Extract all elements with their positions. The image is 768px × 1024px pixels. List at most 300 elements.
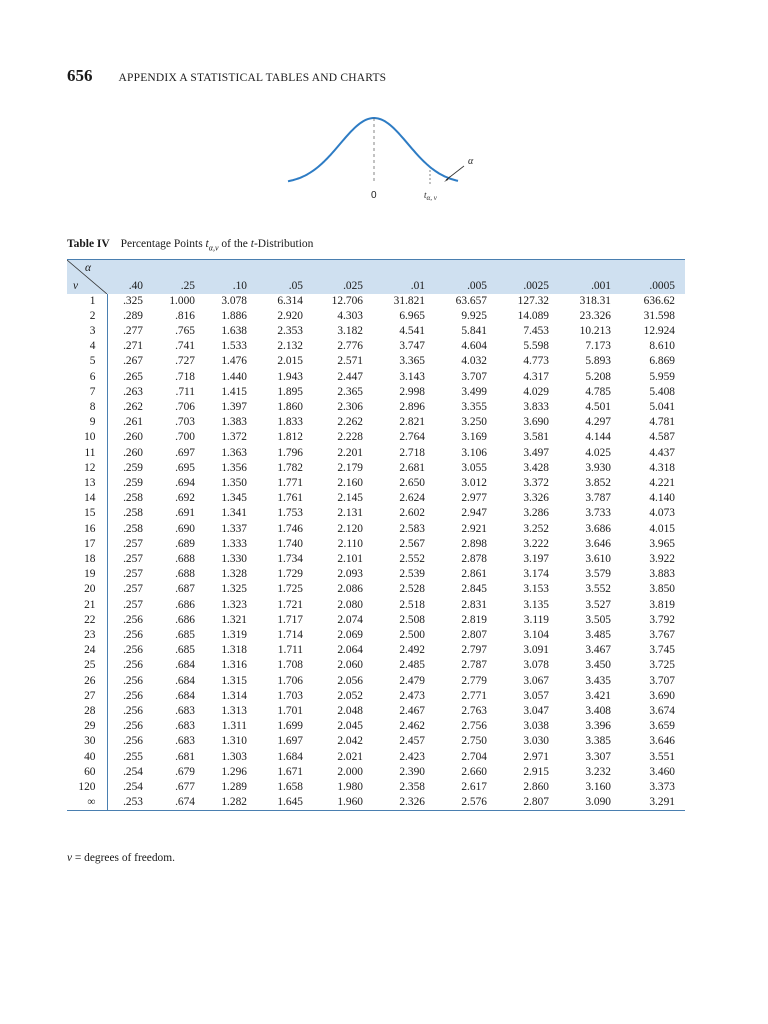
value-cell: 4.015 (649, 522, 675, 535)
value-cell: 1.796 (277, 446, 303, 459)
value-cell: .256 (123, 628, 143, 641)
value-cell: 6.869 (649, 355, 675, 368)
table-row (67, 385, 685, 400)
value-cell: 2.571 (337, 355, 363, 368)
corner-alpha: α (85, 262, 91, 274)
value-cell: 1.372 (221, 431, 247, 444)
value-cell: .271 (123, 340, 143, 353)
table-row (67, 780, 685, 795)
footnote (67, 852, 175, 864)
value-cell: 1.282 (221, 796, 247, 809)
value-cell: 1.708 (277, 659, 303, 672)
value-cell: 2.056 (337, 674, 363, 687)
value-cell: 1.303 (221, 750, 247, 763)
value-cell: 2.624 (399, 492, 425, 505)
value-cell: .695 (175, 461, 195, 474)
caption-t-italic: t (250, 238, 254, 250)
dof-cell: 120 (67, 780, 107, 795)
table-row (67, 491, 685, 506)
value-cell: 2.093 (337, 568, 363, 581)
table-row (67, 324, 685, 339)
value-cell: 3.291 (649, 796, 675, 809)
value-cell: 1.318 (221, 644, 247, 657)
value-cell: 2.845 (461, 583, 487, 596)
value-cell: 2.776 (337, 340, 363, 353)
value-cell: 4.025 (585, 446, 611, 459)
value-cell: 1.325 (221, 583, 247, 596)
value-cell: 3.365 (399, 355, 425, 368)
dof-cell: 40 (67, 750, 107, 765)
value-cell: 1.960 (337, 796, 363, 809)
value-cell: 3.067 (523, 674, 549, 687)
value-cell: 3.119 (523, 613, 549, 626)
value-cell: 3.747 (399, 340, 425, 353)
value-cell: .262 (123, 400, 143, 413)
table-row (67, 430, 685, 445)
value-cell: 2.179 (337, 461, 363, 474)
value-cell: 4.604 (461, 340, 487, 353)
value-cell: 2.462 (399, 720, 425, 733)
value-cell: .741 (175, 340, 195, 353)
value-cell: 12.924 (643, 324, 675, 337)
value-cell: 1.476 (221, 355, 247, 368)
value-cell: 2.042 (337, 735, 363, 748)
dof-cell: 4 (67, 339, 107, 354)
value-cell: 3.922 (649, 552, 675, 565)
value-cell: 3.659 (649, 720, 675, 733)
value-cell: 3.497 (523, 446, 549, 459)
corner-nu: ν (73, 279, 79, 292)
value-cell: .691 (175, 507, 195, 520)
value-cell: .694 (175, 476, 195, 489)
column-header: .05 (288, 279, 303, 292)
value-cell: 4.781 (649, 416, 675, 429)
value-cell: .683 (175, 704, 195, 717)
value-cell: 2.131 (337, 507, 363, 520)
dof-cell: 11 (67, 446, 107, 461)
value-cell: .711 (175, 385, 195, 398)
value-cell: 4.501 (585, 400, 611, 413)
table-row (67, 613, 685, 628)
dof-cell: 25 (67, 658, 107, 673)
value-cell: 2.750 (461, 735, 487, 748)
column-header: .40 (128, 279, 143, 292)
value-cell: 4.297 (585, 416, 611, 429)
value-cell: 1.533 (221, 340, 247, 353)
value-cell: 1.729 (277, 568, 303, 581)
value-cell: 3.169 (461, 431, 487, 444)
caption-text-after: -Distribution (253, 238, 314, 250)
dof-cell: 28 (67, 704, 107, 719)
dof-cell: 22 (67, 613, 107, 628)
value-cell: 4.303 (337, 309, 363, 322)
value-cell: .289 (123, 309, 143, 322)
table-row (67, 415, 685, 430)
value-cell: 2.479 (399, 674, 425, 687)
value-cell: 2.718 (399, 446, 425, 459)
dof-cell: 3 (67, 324, 107, 339)
caption-t-subscript: α,ν (208, 243, 219, 253)
critical-t-label: $t_{\alpha, \nu}$ (424, 190, 437, 202)
value-cell: 1.860 (277, 400, 303, 413)
column-header: .01 (410, 279, 425, 292)
dof-cell: 17 (67, 537, 107, 552)
value-cell: .256 (123, 689, 143, 702)
table-row (67, 552, 685, 567)
value-cell: 5.893 (585, 355, 611, 368)
table-row (67, 461, 685, 476)
value-cell: 3.091 (523, 644, 549, 657)
value-cell: 2.492 (399, 644, 425, 657)
value-cell: 4.221 (649, 476, 675, 489)
value-cell: .727 (175, 355, 195, 368)
value-cell: .257 (123, 537, 143, 550)
value-cell: .692 (175, 492, 195, 505)
value-cell: 1.734 (277, 552, 303, 565)
table-row (67, 446, 685, 461)
value-cell: .685 (175, 628, 195, 641)
value-cell: 2.358 (399, 781, 425, 793)
value-cell: 3.646 (649, 735, 675, 748)
value-cell: 4.773 (523, 355, 549, 368)
value-cell: 2.518 (399, 598, 425, 611)
value-cell: 7.453 (523, 324, 549, 337)
value-cell: 63.657 (455, 294, 487, 307)
value-cell: 1.323 (221, 598, 247, 611)
dof-cell: 21 (67, 598, 107, 613)
value-cell: 2.086 (337, 583, 363, 596)
running-head: APPENDIX A STATISTICAL TABLES AND CHARTS (118, 72, 387, 84)
value-cell: 2.060 (337, 659, 363, 672)
value-cell: 3.174 (523, 568, 549, 581)
value-cell: 3.767 (649, 628, 675, 641)
value-cell: 2.650 (399, 476, 425, 489)
table-row (67, 704, 685, 719)
table-caption (67, 238, 313, 252)
table-row (67, 795, 685, 811)
value-cell: 1.711 (277, 644, 303, 657)
value-cell: 2.306 (337, 400, 363, 413)
value-cell: 1.895 (277, 385, 303, 398)
column-header: .001 (591, 279, 611, 292)
value-cell: .685 (175, 644, 195, 657)
value-cell: .684 (175, 659, 195, 672)
value-cell: 3.450 (585, 659, 611, 672)
value-cell: 1.833 (277, 416, 303, 429)
value-cell: 1.699 (277, 720, 303, 733)
value-cell: .260 (123, 431, 143, 444)
value-cell: 4.032 (461, 355, 487, 368)
value-cell: 2.015 (277, 355, 303, 368)
value-cell: 3.160 (585, 781, 611, 793)
value-cell: 1.350 (221, 476, 247, 489)
value-cell: 5.208 (585, 370, 611, 383)
value-cell: 3.143 (399, 370, 425, 383)
value-cell: .700 (175, 431, 195, 444)
value-cell: 3.232 (585, 765, 611, 778)
value-cell: 3.460 (649, 765, 675, 778)
dof-cell: 6 (67, 370, 107, 385)
value-cell: 3.435 (585, 674, 611, 687)
value-cell: 1.341 (221, 507, 247, 520)
value-cell: 2.763 (461, 704, 487, 717)
value-cell: 1.812 (277, 431, 303, 444)
value-cell: .257 (123, 598, 143, 611)
value-cell: 2.878 (461, 552, 487, 565)
value-cell: 1.363 (221, 446, 247, 459)
value-cell: .688 (175, 552, 195, 565)
value-cell: 3.286 (523, 507, 549, 520)
value-cell: 2.457 (399, 735, 425, 748)
value-cell: 2.660 (461, 765, 487, 778)
value-cell: 4.029 (523, 385, 549, 398)
value-cell: 1.740 (277, 537, 303, 550)
dof-cell: 13 (67, 476, 107, 491)
value-cell: 2.201 (337, 446, 363, 459)
value-cell: 2.552 (399, 552, 425, 565)
table-row (67, 734, 685, 749)
value-cell: 1.440 (221, 370, 247, 383)
dof-cell: ∞ (67, 795, 107, 811)
value-cell: 1.319 (221, 628, 247, 641)
value-cell: 1.313 (221, 704, 247, 717)
value-cell: 1.714 (277, 628, 303, 641)
value-cell: 3.047 (523, 704, 549, 717)
value-cell: 2.787 (461, 659, 487, 672)
value-cell: 3.707 (649, 674, 675, 687)
value-cell: 1.886 (221, 309, 247, 322)
value-cell: 8.610 (649, 340, 675, 353)
value-cell: 2.821 (399, 416, 425, 429)
t-distribution-table (67, 259, 685, 811)
value-cell: 2.779 (461, 674, 487, 687)
value-cell: 3.372 (523, 476, 549, 489)
value-cell: .681 (175, 750, 195, 763)
value-cell: 1.771 (277, 476, 303, 489)
value-cell: .258 (123, 507, 143, 520)
value-cell: 31.598 (643, 309, 675, 322)
value-cell: .265 (123, 370, 143, 383)
value-cell: 1.310 (221, 735, 247, 748)
table-row (67, 582, 685, 597)
column-header: .10 (232, 279, 247, 292)
value-cell: 1.314 (221, 689, 247, 702)
value-cell: 3.057 (523, 689, 549, 702)
value-cell: .254 (123, 781, 143, 793)
value-cell: 2.807 (461, 628, 487, 641)
value-cell: .256 (123, 659, 143, 672)
value-cell: 3.686 (585, 522, 611, 535)
value-cell: 7.173 (585, 340, 611, 353)
dof-cell: 14 (67, 491, 107, 506)
value-cell: 2.262 (337, 416, 363, 429)
value-cell: 3.385 (585, 735, 611, 748)
value-cell: 2.120 (337, 522, 363, 535)
value-cell: 2.807 (523, 796, 549, 809)
zero-label: 0 (371, 190, 377, 201)
value-cell: 3.055 (461, 461, 487, 474)
value-cell: 3.499 (461, 385, 487, 398)
value-cell: 4.785 (585, 385, 611, 398)
table-row (67, 400, 685, 415)
value-cell: 5.841 (461, 324, 487, 337)
value-cell: 1.415 (221, 385, 247, 398)
dof-cell: 23 (67, 628, 107, 643)
value-cell: 3.819 (649, 598, 675, 611)
value-cell: 2.326 (399, 796, 425, 809)
dof-cell: 7 (67, 385, 107, 400)
dof-cell: 26 (67, 674, 107, 689)
caption-t-symbol: t (205, 238, 209, 250)
value-cell: 2.567 (399, 537, 425, 550)
value-cell: 2.977 (461, 492, 487, 505)
value-cell: 2.080 (337, 598, 363, 611)
value-cell: 1.311 (221, 720, 247, 733)
value-cell: .259 (123, 461, 143, 474)
value-cell: 3.428 (523, 461, 549, 474)
value-cell: 2.831 (461, 598, 487, 611)
corner-cell (67, 260, 107, 294)
caption-text: Percentage Points (120, 238, 206, 250)
value-cell: 6.314 (277, 294, 303, 307)
value-cell: 2.528 (399, 583, 425, 596)
value-cell: 3.965 (649, 537, 675, 550)
dof-cell: 19 (67, 567, 107, 582)
value-cell: 1.980 (337, 781, 363, 793)
column-header: .005 (467, 279, 487, 292)
value-cell: 4.587 (649, 431, 675, 444)
value-cell: .679 (175, 765, 195, 778)
table-row (67, 628, 685, 643)
value-cell: 3.527 (585, 598, 611, 611)
value-cell: 2.861 (461, 568, 487, 581)
value-cell: 3.012 (461, 476, 487, 489)
table-row (67, 294, 685, 309)
value-cell: 318.31 (579, 294, 611, 307)
value-cell: 1.753 (277, 507, 303, 520)
value-cell: 2.971 (523, 750, 549, 763)
value-cell: .686 (175, 613, 195, 626)
dof-cell: 27 (67, 689, 107, 704)
table-row (67, 598, 685, 613)
value-cell: 1.703 (277, 689, 303, 702)
value-cell: 1.321 (221, 613, 247, 626)
value-cell: 2.467 (399, 704, 425, 717)
value-cell: 3.690 (523, 416, 549, 429)
value-cell: 5.041 (649, 400, 675, 413)
column-header: .025 (343, 279, 363, 292)
value-cell: .263 (123, 385, 143, 398)
value-cell: .256 (123, 644, 143, 657)
value-cell: .688 (175, 568, 195, 581)
column-header: .25 (180, 279, 195, 292)
value-cell: 1.337 (221, 522, 247, 535)
table-row (67, 719, 685, 734)
value-cell: 1.397 (221, 400, 247, 413)
value-cell: 5.598 (523, 340, 549, 353)
value-cell: 1.684 (277, 750, 303, 763)
value-cell: .277 (123, 324, 143, 337)
value-cell: 1.671 (277, 765, 303, 778)
value-cell: 2.069 (337, 628, 363, 641)
value-cell: 1.316 (221, 659, 247, 672)
value-cell: .677 (175, 781, 195, 793)
value-cell: .255 (123, 750, 143, 763)
value-cell: 6.965 (399, 309, 425, 322)
table-row (67, 658, 685, 673)
table-row (67, 765, 685, 780)
value-cell: 3.852 (585, 476, 611, 489)
value-cell: 2.064 (337, 644, 363, 657)
value-cell: 2.797 (461, 644, 487, 657)
dof-cell: 30 (67, 734, 107, 749)
value-cell: 1.330 (221, 552, 247, 565)
value-cell: 2.390 (399, 765, 425, 778)
value-cell: 1.315 (221, 674, 247, 687)
dof-cell: 9 (67, 415, 107, 430)
value-cell: 1.701 (277, 704, 303, 717)
value-cell: 1.356 (221, 461, 247, 474)
table-row (67, 674, 685, 689)
value-cell: 2.539 (399, 568, 425, 581)
value-cell: 3.792 (649, 613, 675, 626)
value-cell: 1.383 (221, 416, 247, 429)
value-cell: 2.860 (523, 781, 549, 793)
value-cell: .256 (123, 613, 143, 626)
t-distribution-curve-figure (280, 108, 490, 204)
value-cell: 1.289 (221, 781, 247, 793)
value-cell: .718 (175, 370, 195, 383)
value-cell: 4.140 (649, 492, 675, 505)
value-cell: 3.551 (649, 750, 675, 763)
value-cell: .689 (175, 537, 195, 550)
value-cell: 4.541 (399, 324, 425, 337)
value-cell: 3.674 (649, 704, 675, 717)
value-cell: 3.030 (523, 735, 549, 748)
value-cell: 3.787 (585, 492, 611, 505)
table-row (67, 567, 685, 582)
dof-cell: 15 (67, 506, 107, 521)
value-cell: 3.646 (585, 537, 611, 550)
value-cell: 2.896 (399, 400, 425, 413)
value-cell: 2.132 (277, 340, 303, 353)
value-cell: .253 (123, 796, 143, 809)
value-cell: 2.819 (461, 613, 487, 626)
dof-cell: 20 (67, 582, 107, 597)
value-cell: 3.326 (523, 492, 549, 505)
dof-cell: 12 (67, 461, 107, 476)
value-cell: .258 (123, 492, 143, 505)
value-cell: .257 (123, 583, 143, 596)
dof-cell: 10 (67, 430, 107, 445)
table-row (67, 354, 685, 369)
value-cell: 23.326 (579, 309, 611, 322)
value-cell: 31.821 (393, 294, 425, 307)
value-cell: 3.707 (461, 370, 487, 383)
value-cell: 2.617 (461, 781, 487, 793)
value-cell: 3.850 (649, 583, 675, 596)
value-cell: .257 (123, 568, 143, 581)
value-cell: 1.782 (277, 461, 303, 474)
value-cell: 3.252 (523, 522, 549, 535)
value-cell: .684 (175, 674, 195, 687)
footnote-text: = degrees of freedom. (72, 852, 175, 864)
value-cell: 10.213 (579, 324, 611, 337)
value-cell: .697 (175, 446, 195, 459)
value-cell: 3.222 (523, 537, 549, 550)
dof-cell: 8 (67, 400, 107, 415)
value-cell: 1.645 (277, 796, 303, 809)
